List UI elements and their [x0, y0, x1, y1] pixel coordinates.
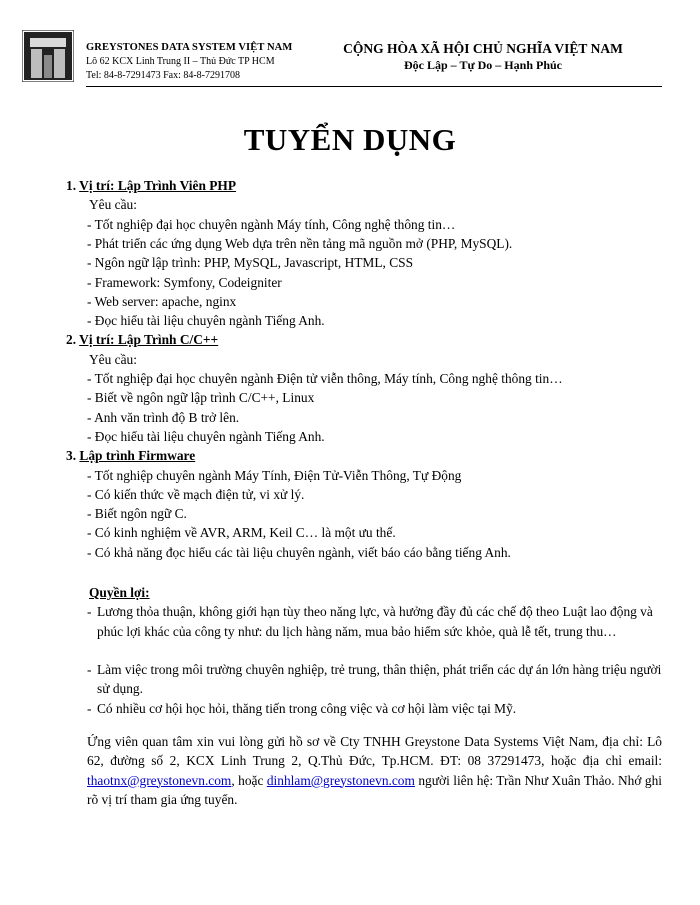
section-2-heading — [66, 330, 218, 349]
benefit-item: - Có nhiều cơ hội học hỏi, thăng tiến trong công việc và cơ hội làm việc tại Mỹ. — [87, 699, 662, 718]
requirement-item: - Ngôn ngữ lập trình: PHP, MySQL, Javascript, HTML, CSS — [87, 255, 414, 271]
contact-between: , hoặc — [231, 772, 267, 788]
requirement-item: - Biết về ngôn ngữ lập trình C/C++, Linux — [87, 390, 315, 406]
section-number: 2. — [66, 332, 77, 348]
section-title: Lập trình Firmware — [79, 448, 196, 464]
company-phone: Tel: 84-8-7291473 Fax: 84-8-7291708 — [86, 70, 241, 81]
requirement-item: - Có kinh nghiệm về AVR, ARM, Keil C… là một ưu thế. — [87, 525, 396, 541]
section-number: 3. — [66, 448, 77, 464]
republic-motto: Độc Lập – Tự Do – Hạnh Phúc — [403, 58, 562, 72]
requirement-item: - Tốt nghiệp chuyên ngành Máy Tính, Điện Tử-Viễn Thông, Tự Động — [87, 467, 462, 483]
benefit-text: Có nhiều cơ hội học hỏi, thăng tiến trong công việc và cơ hội làm việc tại Mỹ. — [97, 700, 517, 716]
requirement-item: - Biết ngôn ngữ C. — [87, 506, 187, 522]
requirement-item: - Tốt nghiệp đại học chuyên ngành Máy tính, Công nghệ thông tin… — [87, 216, 456, 232]
benefit-item: - Làm việc trong môi trường chuyên nghiệp, trẻ trung, thân thiện, phát triển các dự án lớn hàng triệu người sử dụng. — [87, 660, 662, 699]
requirement-item: - Web server: apache, nginx — [87, 293, 237, 309]
section-number: 1. — [66, 178, 77, 193]
email-link-lam[interactable]: dinhlam@greystonevn.com — [266, 772, 415, 788]
requirement-item: - Đọc hiểu tài liệu chuyên ngành Tiếng Anh. — [87, 313, 325, 329]
section-title: Vị trí: Lập Trình Viên PHP — [79, 178, 237, 193]
header-divider — [86, 86, 662, 87]
benefit-item: - Lương thỏa thuận, không giới hạn tùy theo năng lực, và hưởng đầy đủ các chế độ theo Luật lao động và phúc lợi khác của công ty như: du lịch hàng năm, mua bảo hiểm sức khỏe, quà lễ tết, trung thu… — [87, 602, 662, 641]
contact-outro: người liên hệ: Trần Như Xuân Thảo. Nhớ ghi rõ vị trí tham gia ứng tuyển. — [87, 772, 662, 807]
benefit-text: Lương thỏa thuận, không giới hạn tùy theo năng lực, và hưởng đầy đủ các chế độ theo Luật lao động và phúc lợi khác của công ty như: du lịch hàng năm, mua bảo hiểm sức khỏe, quà lễ tết, trung thu… — [97, 604, 653, 639]
requirement-item: - Có khả năng đọc hiểu các tài liệu chuyên ngành, viết báo cáo bằng tiếng Anh. — [87, 544, 511, 560]
letterhead — [0, 0, 700, 90]
section-2-subheading: Yêu cầu: — [89, 351, 137, 367]
republic-title: CỘNG HÒA XÃ HỘI CHỦ NGHĨA VIỆT NAM — [343, 41, 623, 56]
company-address: Lô 62 KCX Linh Trung II – Thủ Đức TP HCM — [86, 56, 275, 67]
section-1-heading — [66, 176, 236, 195]
contact-paragraph — [87, 732, 662, 809]
company-info — [86, 41, 292, 83]
greystones-logo-icon — [22, 30, 74, 82]
contact-intro: Ứng viên quan tâm xin vui lòng gửi hồ sơ về Cty TNHH Greystone Data Systems Việt Nam, địa chỉ: Lô 62, đường số 2, KCX Linh Trung 2, Q.Thủ Đức, Tp.HCM. ĐT: 08 37291473, hoặc địa chỉ email: — [87, 734, 662, 769]
requirement-item: - Đọc hiểu tài liệu chuyên ngành Tiếng Anh. — [87, 428, 325, 444]
requirement-item: - Phát triển các ứng dụng Web dựa trên nền tảng mã nguồn mở (PHP, MySQL). — [87, 235, 513, 251]
section-title: Vị trí: Lập Trình C/C++ — [79, 332, 219, 348]
page-title: TUYỂN DỤNG — [243, 122, 457, 157]
requirement-item: - Tốt nghiệp đại học chuyên ngành Điện tử viễn thông, Máy tính, Công nghệ thông tin… — [87, 371, 563, 386]
requirement-item: - Anh văn trình độ B trở lên. — [87, 409, 240, 425]
benefits-heading: Quyền lợi: — [89, 585, 150, 600]
benefit-text: Làm việc trong môi trường chuyên nghiệp, trẻ trung, thân thiện, phát triển các dự án lớn hàng triệu người sử dụng. — [97, 662, 662, 697]
requirement-item: - Framework: Symfony, Codeigniter — [87, 274, 282, 290]
section-1-subheading: Yêu cầu: — [89, 197, 137, 213]
national-heading — [333, 40, 633, 74]
section-3-heading — [66, 446, 195, 465]
company-name: GREYSTONES DATA SYSTEM VIỆT NAM — [86, 42, 293, 53]
requirement-item: - Có kiến thức về mạch điện tử, vi xử lý. — [87, 486, 305, 502]
email-link-thao[interactable]: thaotnx@greystonevn.com — [87, 772, 232, 788]
